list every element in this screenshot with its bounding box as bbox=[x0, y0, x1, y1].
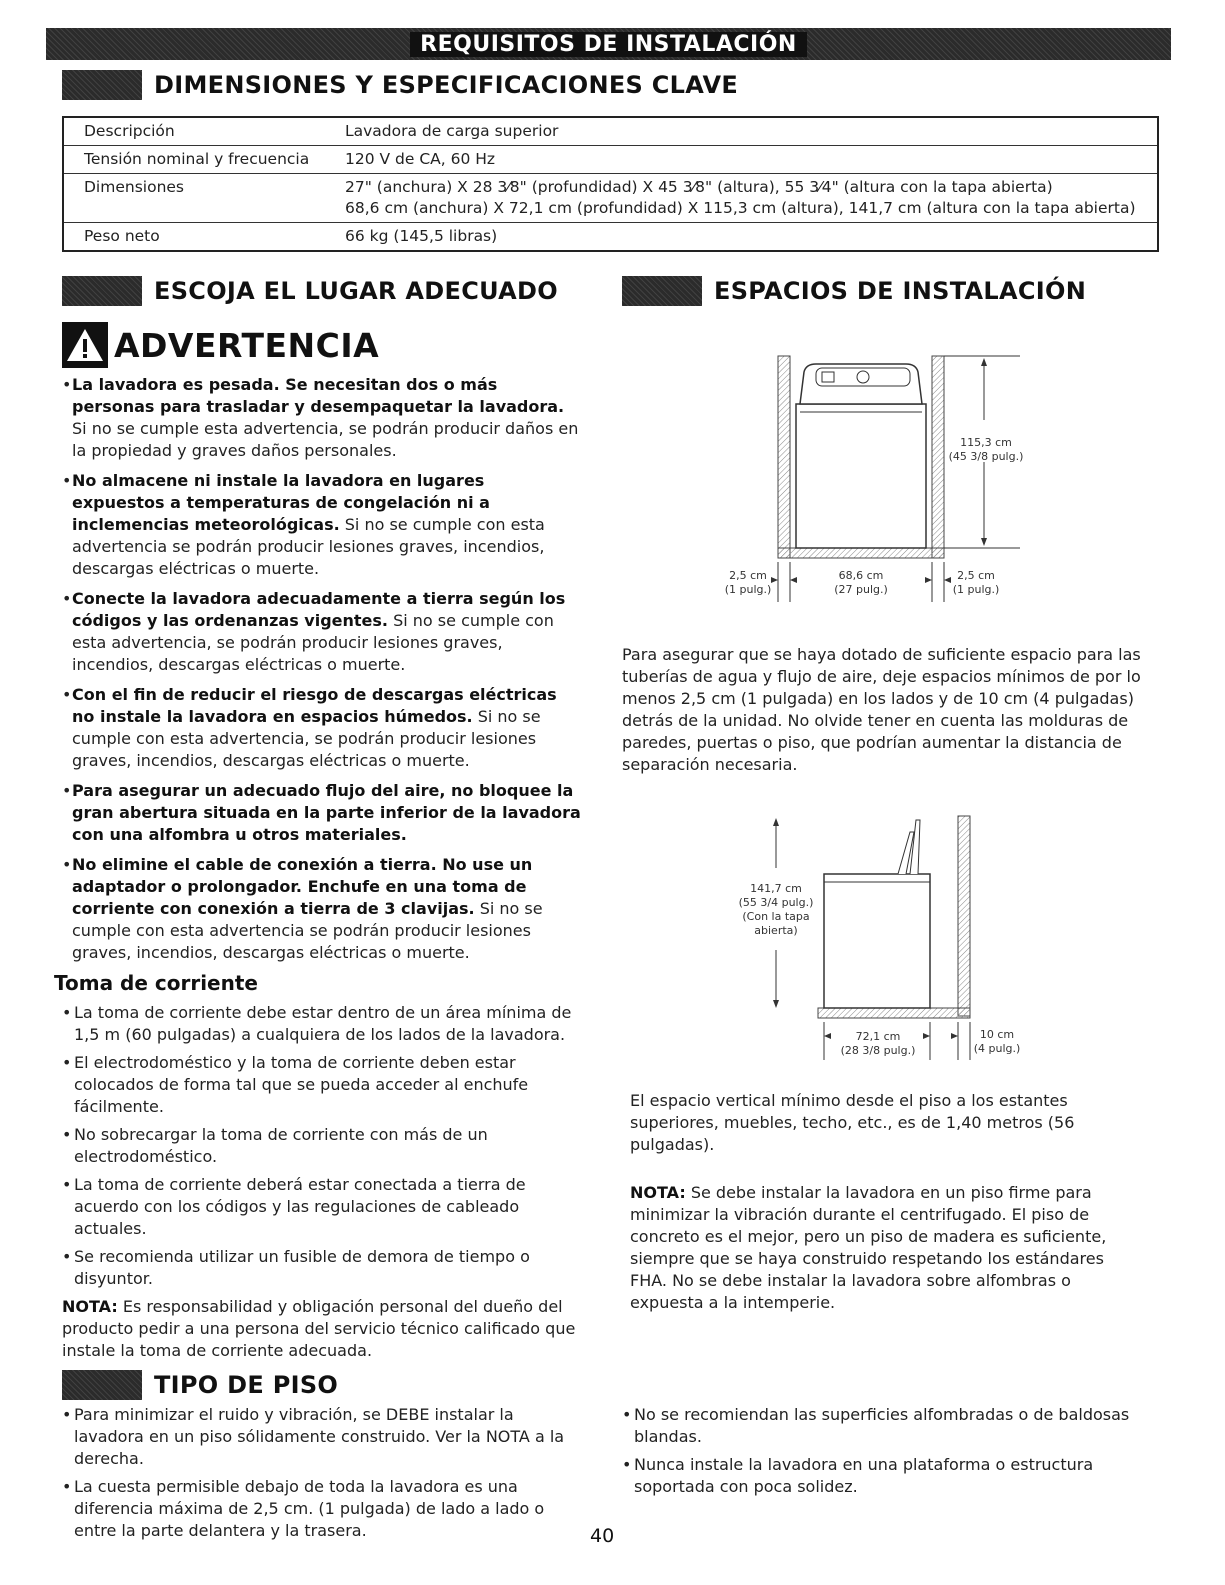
open-height-in-label: (55 3/4 pulg.) bbox=[738, 896, 814, 909]
side-left-cm-label: 2,5 cm bbox=[729, 569, 767, 582]
warning-item: • Para asegurar un adecuado flujo del aire, no bloquee la gran abertura situada en la parte inferior de la lavadora con una alfombra u otros materiales. bbox=[62, 780, 582, 846]
warning-item: • Con el fin de reducir el riesgo de descargas eléctricas no instale la lavadora en espacios húmedos. Si no se cumple con esta advertencia, se podrán producir lesiones graves, incendios, descargas eléctricas o muerte. bbox=[62, 684, 582, 772]
clearances-title: ESPACIOS DE INSTALACIÓN bbox=[714, 277, 1087, 305]
right-wall bbox=[932, 356, 944, 558]
outlet-list bbox=[62, 1002, 582, 1290]
floor-section-heading bbox=[62, 1370, 338, 1400]
banner-title: REQUISITOS DE INSTALACIÓN bbox=[410, 32, 807, 57]
depth-cm-label: 72,1 cm bbox=[855, 1030, 901, 1043]
floor-left-list bbox=[62, 1404, 582, 1548]
spec-value: 66 kg (145,5 libras) bbox=[345, 227, 498, 245]
spec-value: Lavadora de carga superior bbox=[337, 118, 1157, 146]
warning-icon bbox=[62, 322, 108, 368]
spec-label: Descripción bbox=[64, 118, 337, 146]
left-column bbox=[54, 374, 582, 1362]
dimensions-title: DIMENSIONES Y ESPECIFICACIONES CLAVE bbox=[154, 71, 739, 99]
page-banner bbox=[46, 28, 1171, 60]
depth-in-label: (28 3/8 pulg.) bbox=[840, 1044, 916, 1057]
floor-right-list bbox=[622, 1404, 1152, 1504]
heading-bar bbox=[62, 276, 142, 306]
outlet-note: NOTA: Es responsabilidad y obligación personal del dueño del producto pedir a una persona del servicio técnico calificado que instale la toma de corriente adecuada. bbox=[62, 1297, 576, 1360]
table-row bbox=[64, 223, 1157, 251]
warning-item: • No elimine el cable de conexión a tierra. No use un adaptador o prolongador. Enchufe en una toma de corriente con conexión a tierra de 3 clavijas. Si no se cumple con esta advertencia se podrán producir lesiones graves, incendios, descargas eléctricas o muerte. bbox=[62, 854, 582, 964]
height-cm-label: 115,3 cm bbox=[960, 436, 1012, 449]
location-title: ESCOJA EL LUGAR ADECUADO bbox=[154, 277, 558, 305]
list-item: • Para minimizar el ruido y vibración, se DEBE instalar la lavadora en un piso sólidamente construido. Ver la NOTA a la derecha. bbox=[62, 1404, 582, 1470]
heading-bar bbox=[622, 276, 702, 306]
list-item: • La toma de corriente debe estar dentro de un área mínima de 1,5 m (60 pulgadas) a cualquiera de los lados de la lavadora. bbox=[62, 1002, 582, 1046]
list-item: • Nunca instale la lavadora en una plataforma o estructura soportada con poca solidez. bbox=[622, 1454, 1152, 1498]
table-row bbox=[64, 118, 1157, 146]
warning-item: • Conecte la lavadora adecuadamente a tierra según los códigos y las ordenanzas vigentes. Si no se cumple con esta advertencia, se podrán producir lesiones graves, incendios, descargas eléctricas o muerte. bbox=[62, 588, 582, 676]
side-clearance-diagram bbox=[720, 812, 1050, 1068]
list-item: • La cuesta permisible debajo de toda la lavadora es una diferencia máxima de 2,5 cm. (1 pulgada) de lado a lado o entre la parte delantera y la trasera. bbox=[62, 1476, 582, 1542]
rear-wall bbox=[958, 816, 970, 1016]
vertical-space-paragraph: El espacio vertical mínimo desde el piso a los estantes superiores, muebles, techo, etc., es de 1,40 metros (56 pulgadas). bbox=[630, 1091, 1075, 1154]
warning-title: ADVERTENCIA bbox=[114, 325, 380, 365]
list-item: • La toma de corriente deberá estar conectada a tierra de acuerdo con los códigos y las regulaciones de cableado actuales. bbox=[62, 1174, 582, 1240]
list-item: • No sobrecargar la toma de corriente con más de un electrodoméstico. bbox=[62, 1124, 582, 1168]
spec-value bbox=[337, 174, 1157, 223]
list-item: • El electrodoméstico y la toma de corriente deben estar colocados de forma tal que se pueda acceder al enchufe fácilmente. bbox=[62, 1052, 582, 1118]
location-section-heading bbox=[62, 276, 558, 306]
dimensions-cm: 68,6 cm (anchura) X 72,1 cm (profundidad) X 115,3 cm (altura), 141,7 cm (altura con la tapa abierta) bbox=[345, 199, 1136, 217]
width-cm-label: 68,6 cm bbox=[838, 569, 884, 582]
clearances-section-heading bbox=[622, 276, 1086, 306]
floor-note-paragraph bbox=[630, 1182, 1140, 1314]
warning-item: • No almacene ni instale la lavadora en lugares expuestos a temperaturas de congelación ni a inclemencias meteorológicas. Si no se cumple con esta advertencia se podrán producir lesiones graves, incendios, descargas eléctricas o muerte. bbox=[62, 470, 582, 580]
spec-label: Peso neto bbox=[84, 227, 160, 245]
heading-bar bbox=[62, 1370, 142, 1400]
list-item: • No se recomiendan las superficies alfombradas o de baldosas blandas. bbox=[622, 1404, 1152, 1448]
floor-title: TIPO DE PISO bbox=[154, 1371, 339, 1399]
lid-note-label: (Con la tapa bbox=[742, 910, 810, 923]
floor-strip bbox=[778, 548, 944, 558]
front-clearance-diagram bbox=[720, 352, 1050, 614]
washer-side-illustration bbox=[824, 820, 930, 1008]
dimensions-inches: 27" (anchura) X 28 3⁄8" (profundidad) X 45 3⁄8" (altura), 55 3⁄4" (altura con la tapa abierta) bbox=[345, 178, 1053, 196]
side-left-in-label: (1 pulg.) bbox=[724, 583, 772, 596]
spec-value: 120 V de CA, 60 Hz bbox=[337, 146, 1157, 174]
washer-front-illustration bbox=[796, 364, 926, 548]
page-number: 40 bbox=[590, 1525, 615, 1547]
heading-bar bbox=[62, 70, 142, 100]
specs-table bbox=[62, 116, 1159, 252]
side-right-in-label: (1 pulg.) bbox=[952, 583, 1000, 596]
outlet-heading: Toma de corriente bbox=[54, 971, 258, 995]
height-in-label: (45 3/8 pulg.) bbox=[948, 450, 1024, 463]
spec-label: Tensión nominal y frecuencia bbox=[64, 146, 337, 174]
side-right-cm-label: 2,5 cm bbox=[957, 569, 995, 582]
left-wall bbox=[778, 356, 790, 558]
list-item: • Se recomienda utilizar un fusible de demora de tiempo o disyuntor. bbox=[62, 1246, 582, 1290]
warning-heading bbox=[62, 322, 379, 368]
clearance-paragraph: Para asegurar que se haya dotado de suficiente espacio para las tuberías de agua y flujo de aire, deje espacios mínimos de por lo menos 2,5 cm (1 pulgada) en los lados y de 10 cm (4 pulgadas) detrás de la unidad. No olvide tener en cuenta las molduras de paredes, puertas o piso, que podrían aumentar la distancia de separación necesaria. bbox=[622, 645, 1141, 774]
rear-in-label: (4 pulg.) bbox=[973, 1042, 1021, 1055]
lid-note-label: abierta) bbox=[754, 924, 798, 937]
dimensions-section-heading bbox=[62, 70, 738, 100]
table-row bbox=[64, 146, 1157, 174]
width-in-label: (27 pulg.) bbox=[834, 583, 888, 596]
floor-strip bbox=[818, 1008, 970, 1018]
spec-label: Dimensiones bbox=[64, 174, 337, 223]
warning-list bbox=[62, 374, 582, 964]
warning-item: • La lavadora es pesada. Se necesitan dos o más personas para trasladar y desempaquetar la lavadora. Si no se cumple esta advertencia, se podrán producir daños en la propiedad y graves daños personales. bbox=[62, 374, 582, 462]
note-label: NOTA: bbox=[630, 1183, 686, 1202]
open-height-cm-label: 141,7 cm bbox=[750, 882, 802, 895]
table-row bbox=[64, 174, 1157, 223]
note-text: Se debe instalar la lavadora en un piso firme para minimizar la vibración durante el centrifugado. El piso de concreto es el mejor, pero un piso de madera es suficiente, siempre que se haya construido respetando los estándares FHA. No se debe instalar la lavadora sobre alfombras o expuesta a la intemperie. bbox=[630, 1183, 1107, 1312]
rear-cm-label: 10 cm bbox=[979, 1028, 1015, 1041]
